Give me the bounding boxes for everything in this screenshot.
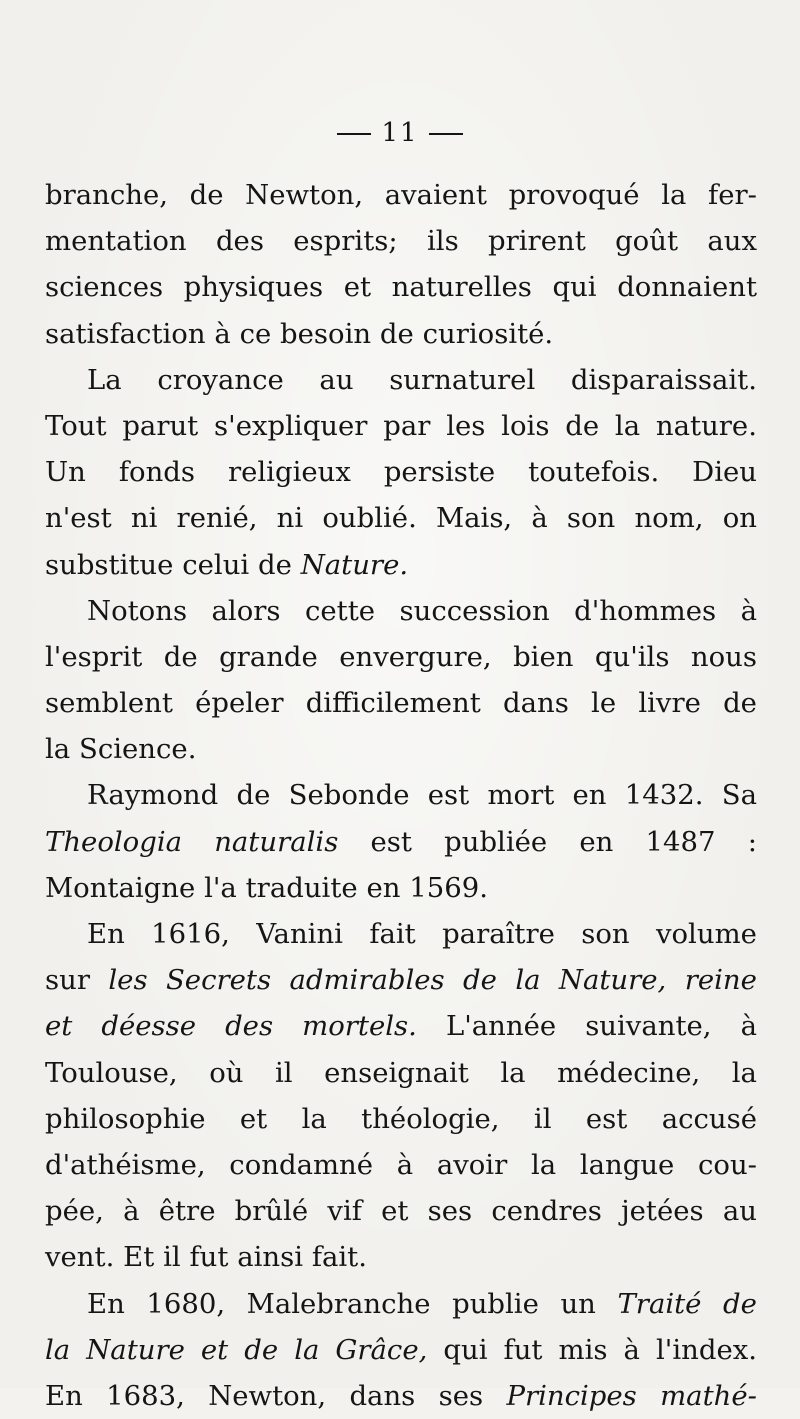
word: un: [560, 1287, 596, 1320]
word: suivante,: [585, 1010, 712, 1043]
word: Newton,: [245, 179, 364, 211]
word: à: [531, 502, 548, 535]
word: Traité: [617, 1287, 702, 1320]
word: la: [500, 1056, 526, 1089]
word: disparaissait.: [570, 363, 757, 396]
word: En: [87, 918, 125, 950]
word: en: [572, 779, 607, 812]
word: ils: [426, 225, 459, 258]
word: à: [123, 1195, 140, 1228]
word: ni: [130, 502, 158, 535]
text-line: [45, 680, 757, 726]
word: Dieu: [692, 456, 757, 489]
word: nature.: [655, 409, 757, 442]
word: Newton,: [208, 1379, 327, 1412]
word: avoir: [436, 1148, 508, 1181]
word: envergure,: [339, 640, 492, 673]
word: fonds: [118, 456, 196, 489]
word: Toulouse,: [45, 1056, 178, 1089]
text-line: [45, 1327, 757, 1373]
word: de: [258, 548, 292, 581]
word: être: [158, 1195, 216, 1228]
word: mentation: [45, 225, 187, 258]
word: nom,: [634, 502, 704, 535]
word: enseignait: [324, 1056, 469, 1089]
word: il: [533, 1102, 552, 1135]
word: brûlé: [234, 1195, 309, 1228]
word: volume: [655, 918, 757, 950]
word: Raymond: [87, 779, 219, 812]
word: de: [565, 409, 600, 442]
text-line: [45, 1281, 757, 1327]
word: celui: [182, 548, 250, 581]
word: Tout: [45, 409, 107, 442]
word: Principes: [506, 1379, 637, 1412]
word: de: [163, 640, 198, 673]
word: 1680,: [146, 1287, 226, 1320]
word: provoqué: [508, 179, 640, 211]
text-line: [45, 1003, 757, 1049]
word: En: [87, 1287, 125, 1320]
word: il: [163, 1241, 181, 1274]
word: son: [566, 502, 616, 535]
word: son: [581, 918, 630, 950]
word: Montaigne: [45, 871, 196, 904]
word: de: [463, 964, 497, 997]
word: publie: [452, 1287, 539, 1320]
word: sciences: [45, 271, 164, 304]
word: d'hommes: [574, 594, 717, 627]
word: condamné: [229, 1148, 374, 1181]
word: aux: [707, 225, 757, 258]
left-dash: [337, 133, 371, 135]
word: vif: [327, 1195, 362, 1228]
word: traduite: [245, 871, 358, 904]
text-line: [45, 1050, 757, 1096]
word: 1432.: [624, 779, 704, 812]
word: l'index.: [655, 1333, 757, 1366]
word: qui: [552, 271, 597, 304]
word: branche,: [45, 179, 168, 211]
word: 1683,: [106, 1379, 185, 1412]
word: nous: [690, 640, 757, 673]
word: Science.: [79, 733, 197, 766]
page-number: 11: [381, 118, 419, 148]
word: n'est: [45, 502, 112, 535]
word: Sebonde: [288, 779, 410, 812]
word: on: [722, 502, 757, 535]
word: bien: [513, 640, 574, 673]
word: difficilement: [305, 687, 481, 720]
word: croyance: [157, 363, 284, 396]
word: physiques: [183, 271, 324, 304]
word: où: [209, 1056, 244, 1089]
word: la: [45, 733, 71, 766]
word: Mais,: [435, 502, 513, 535]
text-line: [45, 495, 757, 541]
word: ainsi: [237, 1241, 304, 1274]
word: sur: [45, 964, 90, 997]
page-number-header: [0, 118, 800, 148]
word: goût: [615, 225, 679, 258]
word: la: [294, 1333, 320, 1366]
word: la: [731, 1056, 757, 1089]
word: et: [45, 1010, 73, 1043]
word: admirables: [289, 964, 445, 997]
word: les: [446, 409, 486, 442]
text-line: [45, 588, 757, 634]
word: est: [585, 1102, 628, 1135]
text-line: [45, 1373, 757, 1419]
word: naturelles: [391, 271, 532, 304]
word: la: [301, 1102, 327, 1135]
word: donnaient: [617, 271, 757, 304]
word: mis: [558, 1333, 608, 1366]
word: s'expliquer: [214, 409, 368, 442]
word: la: [530, 1148, 557, 1181]
word: au: [722, 1195, 757, 1228]
word: de: [723, 1287, 757, 1320]
word: semblent: [45, 687, 173, 720]
word: prirent: [488, 225, 586, 258]
word: paraître: [442, 918, 555, 950]
word: persiste: [383, 456, 496, 489]
word: pée,: [45, 1195, 104, 1228]
word: esprits;: [293, 225, 398, 258]
word: surnaturel: [389, 363, 536, 396]
word: 1487: [645, 825, 716, 858]
word: reine: [684, 964, 757, 997]
word: curiosité.: [422, 317, 554, 350]
word: Un: [45, 456, 86, 489]
word: cou-: [698, 1148, 757, 1181]
word: fut: [503, 1333, 543, 1366]
word: qu'ils: [594, 640, 670, 673]
body-text: [45, 172, 757, 1419]
text-line: [45, 865, 757, 911]
word: cette: [304, 594, 376, 627]
word: lois: [501, 409, 550, 442]
word: Grâce,: [335, 1333, 428, 1366]
word: L'année: [445, 1010, 557, 1043]
word: de: [236, 779, 271, 812]
word: est: [427, 779, 470, 812]
word: cendres: [491, 1195, 602, 1228]
word: en: [366, 871, 401, 904]
word: mathé-: [660, 1379, 757, 1412]
text-line: [45, 218, 757, 264]
word: des: [225, 1010, 274, 1043]
word: En: [45, 1379, 83, 1412]
word: et: [200, 1333, 229, 1366]
word: il: [274, 1056, 293, 1089]
word: oublié.: [322, 502, 417, 535]
word: Sa: [721, 779, 757, 812]
word: Secrets: [165, 964, 272, 997]
word: la: [661, 179, 687, 211]
word: La: [87, 363, 122, 396]
word: déesse: [101, 1010, 197, 1043]
word: succession: [399, 594, 550, 627]
word: la: [614, 409, 641, 442]
text-line: [45, 957, 757, 1003]
word: et: [381, 1195, 409, 1228]
text-line: [45, 449, 757, 495]
word: est: [370, 825, 412, 858]
word: Notons: [87, 594, 188, 627]
word: la: [515, 964, 541, 997]
word: ses: [438, 1379, 484, 1412]
word: et: [239, 1102, 268, 1135]
word: livre: [638, 687, 701, 720]
word: l'a: [204, 871, 237, 904]
word: épeler: [195, 687, 284, 720]
text-line: [45, 1142, 757, 1188]
word: naturalis: [214, 825, 339, 858]
word: la: [45, 1333, 71, 1366]
word: qui: [443, 1333, 488, 1366]
word: religieux: [227, 456, 351, 489]
text-line: [45, 772, 757, 818]
word: accusé: [661, 1102, 757, 1135]
word: substitue: [45, 548, 174, 581]
word: :: [747, 825, 757, 858]
word: médecine,: [557, 1056, 701, 1089]
text-line: [45, 1188, 757, 1234]
word: à: [623, 1333, 640, 1366]
word: vent.: [45, 1241, 115, 1274]
word: ni: [276, 502, 304, 535]
word: Nature,: [558, 964, 667, 997]
word: avaient: [384, 179, 487, 211]
word: satisfaction: [45, 317, 206, 350]
text-line: [45, 172, 757, 218]
word: toutefois.: [528, 456, 660, 489]
text-line: [45, 819, 757, 865]
word: Theologia: [45, 825, 183, 858]
word: fait.: [311, 1241, 367, 1274]
word: ses: [427, 1195, 473, 1228]
word: Malebranche: [246, 1287, 431, 1320]
word: grande: [219, 640, 318, 673]
text-line: [45, 542, 757, 588]
word: mortels.: [302, 1010, 417, 1043]
text-line: [45, 726, 757, 772]
word: 1569.: [409, 871, 488, 904]
word: parut: [122, 409, 199, 442]
word: de: [379, 317, 414, 350]
text-line: [45, 1096, 757, 1142]
word: et: [343, 271, 372, 304]
word: de: [723, 687, 757, 720]
word: jetées: [621, 1195, 704, 1228]
word: en: [579, 825, 614, 858]
word: ce: [239, 317, 272, 350]
word: des: [215, 225, 264, 258]
text-line: [45, 403, 757, 449]
right-dash: [429, 133, 463, 135]
word: Vanini: [256, 918, 343, 950]
word: le: [591, 687, 617, 720]
text-line: [45, 1234, 757, 1280]
word: 1616,: [151, 918, 230, 950]
word: alors: [211, 594, 281, 627]
word: de: [244, 1333, 279, 1366]
text-line: [45, 634, 757, 680]
word: publiée: [444, 825, 548, 858]
word: mort: [487, 779, 555, 812]
word: fer-: [708, 179, 757, 211]
text-line: [45, 357, 757, 403]
word: dans: [349, 1379, 416, 1412]
word: Nature: [86, 1333, 185, 1366]
word: à: [396, 1148, 414, 1181]
word: besoin: [280, 317, 372, 350]
word: au: [319, 363, 354, 396]
word: philosophie: [45, 1102, 206, 1135]
word: fait: [369, 918, 416, 950]
word: fut: [189, 1241, 229, 1274]
text-line: [45, 264, 757, 310]
word: d'athéisme,: [45, 1148, 206, 1181]
word: à: [740, 1010, 757, 1043]
word: à: [740, 594, 757, 627]
word: à: [214, 317, 231, 350]
word: par: [383, 409, 431, 442]
text-line: [45, 911, 757, 957]
word: l'esprit: [45, 640, 143, 673]
word: Et: [123, 1241, 155, 1274]
word: langue: [579, 1148, 675, 1181]
word: renié,: [176, 502, 258, 535]
word: théologie,: [361, 1102, 500, 1135]
word: de: [189, 179, 224, 211]
word: les: [108, 964, 148, 997]
text-line: [45, 311, 757, 357]
word: Nature.: [300, 548, 409, 581]
word: dans: [503, 687, 569, 720]
